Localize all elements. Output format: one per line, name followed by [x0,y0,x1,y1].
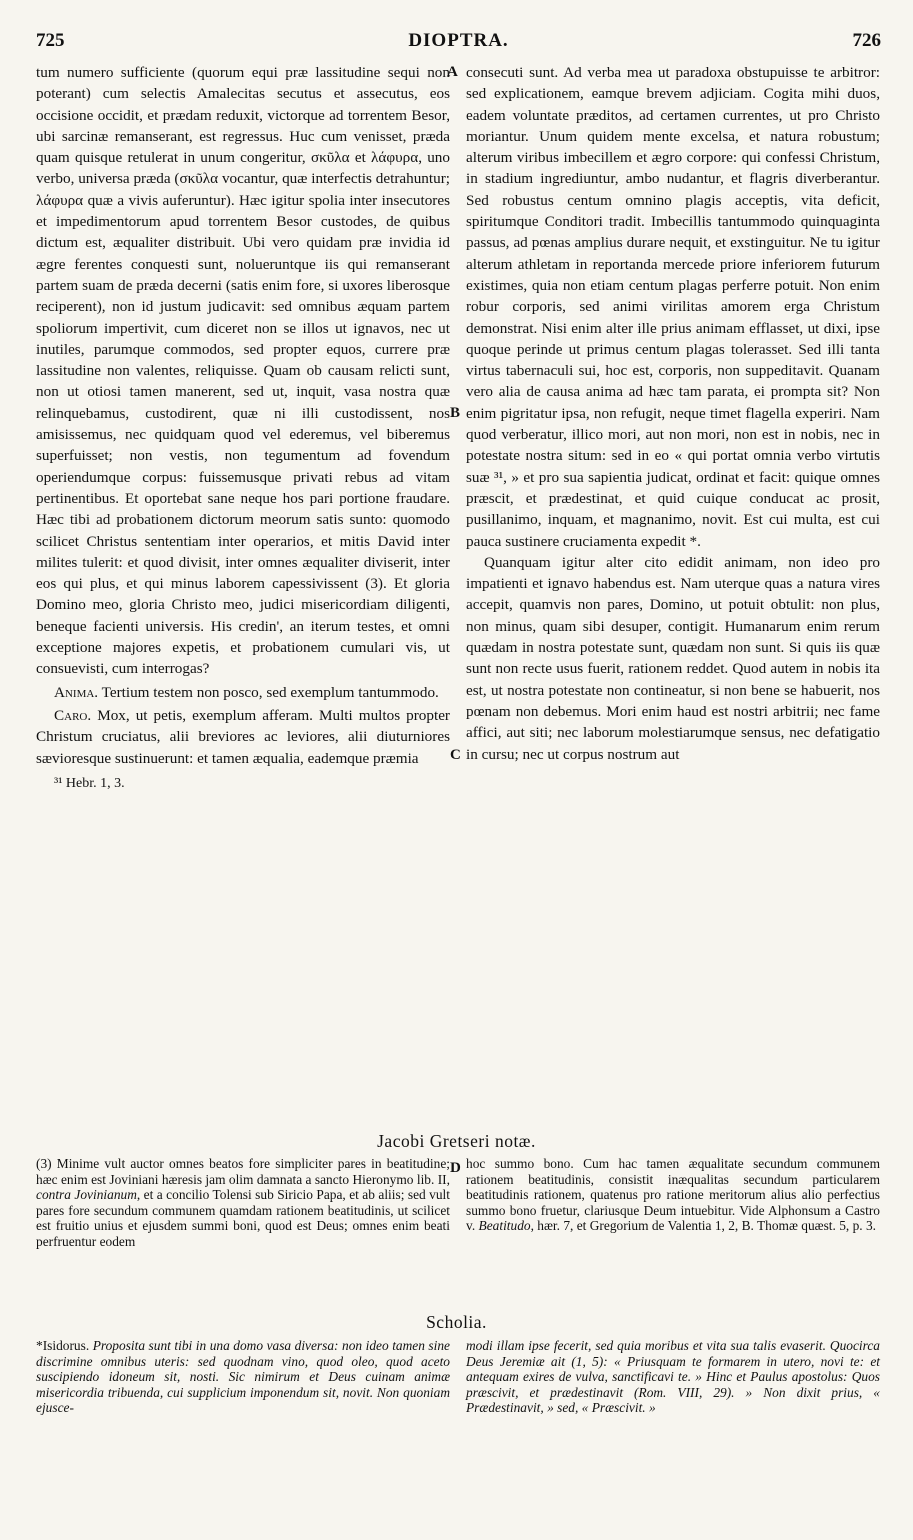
note-text: hoc summo bono. Cum hac tamen æqualitate secundum communem rationem beatitudinis, consistit inæqualitas secundum particularem beatitudinis rationem, quatenus pro ratione meritorum alius alio perfectius summo bono fruetur, clariusque Deum intuebitur. Vide Alphonsum a Castro v. [466,1156,880,1234]
margin-letter-a: A [447,64,458,80]
scholia-right: modi illam ipse fecerit, sed quia moribus et vita sua talis evaserit. Quocirca Deus Jeremiæ ait (1, 5): « Priusquam te formarem in utero, novi te: et antequam exires de vulva, sanctificavi te. » Hinc et Paulus apostolus: Quos præscivit, et prædestinavit (Rom. VIII, 29). » Non dixit prius, « Prædestinavit, » sed, « Præscivit. » [466,1338,880,1416]
running-title: DIOPTRA. [408,30,509,51]
running-header [36,30,881,56]
scholia-heading: Scholia. [426,1312,487,1332]
notes-heading: Jacobi Gretseri notæ. [377,1131,536,1151]
left-paragraph-1: tum numero sufficiente (quorum equi præ lassitudine sequi non poterant) cum selectis Amalecitas secutus et assecutus, eos occisione occidit, et prædam reduxit, victorque ad torrentem Besor, ubi sarcinæ remanserant, est regressus. Huc cum venisset, præda quam quisque retulerat in unum congeritur, σκῦλα et λάφυρα, uno verbo, universa præda (σκῦλα vocantur, quæ interfectis detrahuntur; λάφυρα quæ a vivis auferuntur). Hæc igitur spolia inter insecutores et impedimentorum apud torrentem Besor custodes, de quibus dictum est, æqualiter distribuit. Ubi vero quidam præ invidia id ægre ferentes conquesti sunt, nolueruntque iis qui remanserant partem suam de præda decerni (satis enim fore, si uxores liberosque reciperent), non id justum judicavit: sed omnibus æquam partem spoliorum impertivit, cum diceret non se illos ut ignavos, nec ut inutiles, parumque commodos, sed propter equos, currere præ lassitudine non valentes, reliquisse. Quam ob causam relicti sunt, non ut otiosi tamen manerent, sed ut, inquit, vasa nostra quæ relinquebamus, custodirent, quæ ni illi custodissent, nos amisissemus, nec quidquam quod vel ederemus, vel biberemus superfuisset; non vestis, non tegumentum ad fovendum operiendumque corpus: fuissemusque privati rebus ad vitam pertinentibus. Et oportebat sane neque hos pari portione fraudare. Hæc tibi ad probationem dictorum meorum satis sunto: quomodo scilicet Christus sententiam inter operarios, et mitis David inter milites tulerit: et quod divisit, inter omnes æqualiter diviserit, inter eos qui plus, et qui minus laborem capessivissent (3). Et gloria Domino meo, gloria Christo meo, judici misericordiam diligenti, beneque facienti universis. His credin', an iterum testes, et omni exceptione majores expetis, et probationem cumulari vis, ut consuevisti, cum interrogas? [36,64,450,678]
footnote: ³¹ Hebr. 1, 3. [54,775,125,791]
margin-letter-b: B [450,405,461,421]
speaker-label: Caro. [54,706,92,724]
margin-letter-c: C [450,747,461,763]
notes-right [466,1156,880,1234]
speech-text: Tertium testem non posco, sed exemplum tantummodo. [98,683,439,701]
speech-text: Mox, ut petis, exemplum afferam. Multi multos propter Christum cruciatus, alii breviores ac leviores, alii diuturniores sævioresque sustinuerunt: et tamen æqualia, eademque præmia [36,706,450,767]
note-title: Beatitudo [478,1218,531,1234]
margin-letter-d: D [450,1160,461,1176]
right-column [466,62,880,765]
page-number-left: 725 [36,30,65,51]
note-title: contra Jovinianum [36,1187,137,1203]
scholia-lead: *Isidorus. [36,1338,93,1353]
note-text: (3) Minime vult auctor omnes beatos fore simpliciter pares in beatitudine; hæc enim est Joviniani hæresis jam olim damnata a sancto Hieronymo lib. II, [36,1156,450,1187]
speaker-label: Anima. [54,683,99,701]
right-paragraph-1: consecuti sunt. Ad verba mea ut paradoxa obstupuisse te arbitror: sed explicationem, eamque brevem adjiciam. Cogita mihi duos, eadem voluntate præditos, ad certamen currentes, ut pro Christo moriantur. Unum quidem mente excelsa, et natura robustum; alterum viribus imbecillem et ægro corpore: qui confessi Christum, in stadium ingrediuntur, ambo nudantur, et flagris diverberantur. Sed robustus centum omnino plagis acceptis, vita deficit, spiritumque Conditori tradit. Imbecillis tantummodo quinquaginta passus, ad pœnas amplius durare nequit, et exstinguitur. Ne tu igitur alterum athletam in reportanda mercede priore inferiorem futurum existimes, quia non etiam centum plagas perferre potuit. Non enim robur corporis, sed animi virilitas amorem erga Christum demonstrat. Nisi enim alter ille prius animam efflasset, ut dixi, ipse quoque perinde ut primus centum plagas tolerasset. Sed illi tanta virtus tabernaculi sui, hoc est, corporis, non suppeditavit. Quanam vero alia de causa anima ad hæc tam parata, ei prompta sit? Non enim pigritatur ipsa, non refugit, neque timet flagella experiri. Nam quod verberatur, illico mori, aut non mori, non est in nobis, nec in potestate nostra situm: sed in eo « qui portat omnia verbo virtutis suæ ³¹, » et pro sua sapientia judicat, ordinat et facit: quique omnes præscit, et prædestinat, et quid cuique conducat ac prosit, pusillanimo, inquam, et magnanimo, novit. Est cui multa, est cui pauca sustinere cruciamenta expedit *. [466,64,880,550]
scholia-text: Proposita sunt tibi in una domo vasa diversa: non ideo tamen sine discrimine omnibus uteris: sed quodnam vino, quod oleo, quod aceto suscipiendo idoneum sit, nosti. Sic nimirum et Deus cuinam animæ misericordia tribuenda, cui supplicium imponendum sit, novit. Non quoniam ejusce- [36,1338,450,1416]
left-paragraph-2 [36,682,450,703]
notes-left [36,1156,450,1250]
left-column [36,62,450,794]
page-number-right: 726 [852,30,881,51]
left-paragraph-3 [36,705,450,769]
right-paragraph-2: Quanquam igitur alter cito edidit animam, non ideo pro impatienti et ignavo habendus est. Nam uterque quas a natura vires accepit, quamvis non pares, Domino, ut potuit obtulit: non plus, non minus, quam sibi desuper, contigit. Humanarum enim rerum quædam in nostra potestate sunt, quædam non sunt. Si quis iis quæ sunt non recte usus fuerit, rationem reddet. Quod autem in nobis ita est, ut nostra potestate non contineatur, si non bene se habuerit, nos pœnam non debemus. Mori enim haud est nostri arbitrii; nec fame affici, aut siti; nec laborum molestiarumque sensus, nec defatigatio in cursu; nec ut corpus nostrum aut [466,553,880,763]
scholia-left [36,1338,450,1416]
note-text: , hær. 7, et Gregorium de Valentia 1, 2, B. Thomæ quæst. 5, p. 3. [530,1218,877,1234]
note-text: , et a concilio Tolensi sub Siricio Papa, et ab aliis; sed vult pares fore secundum communem quamdam rationem beatitudinis, ut scilicet est fruitio unius et ejusdem summi boni, quod est Deus; omnes enim beati perfruentur eodem [36,1187,450,1249]
